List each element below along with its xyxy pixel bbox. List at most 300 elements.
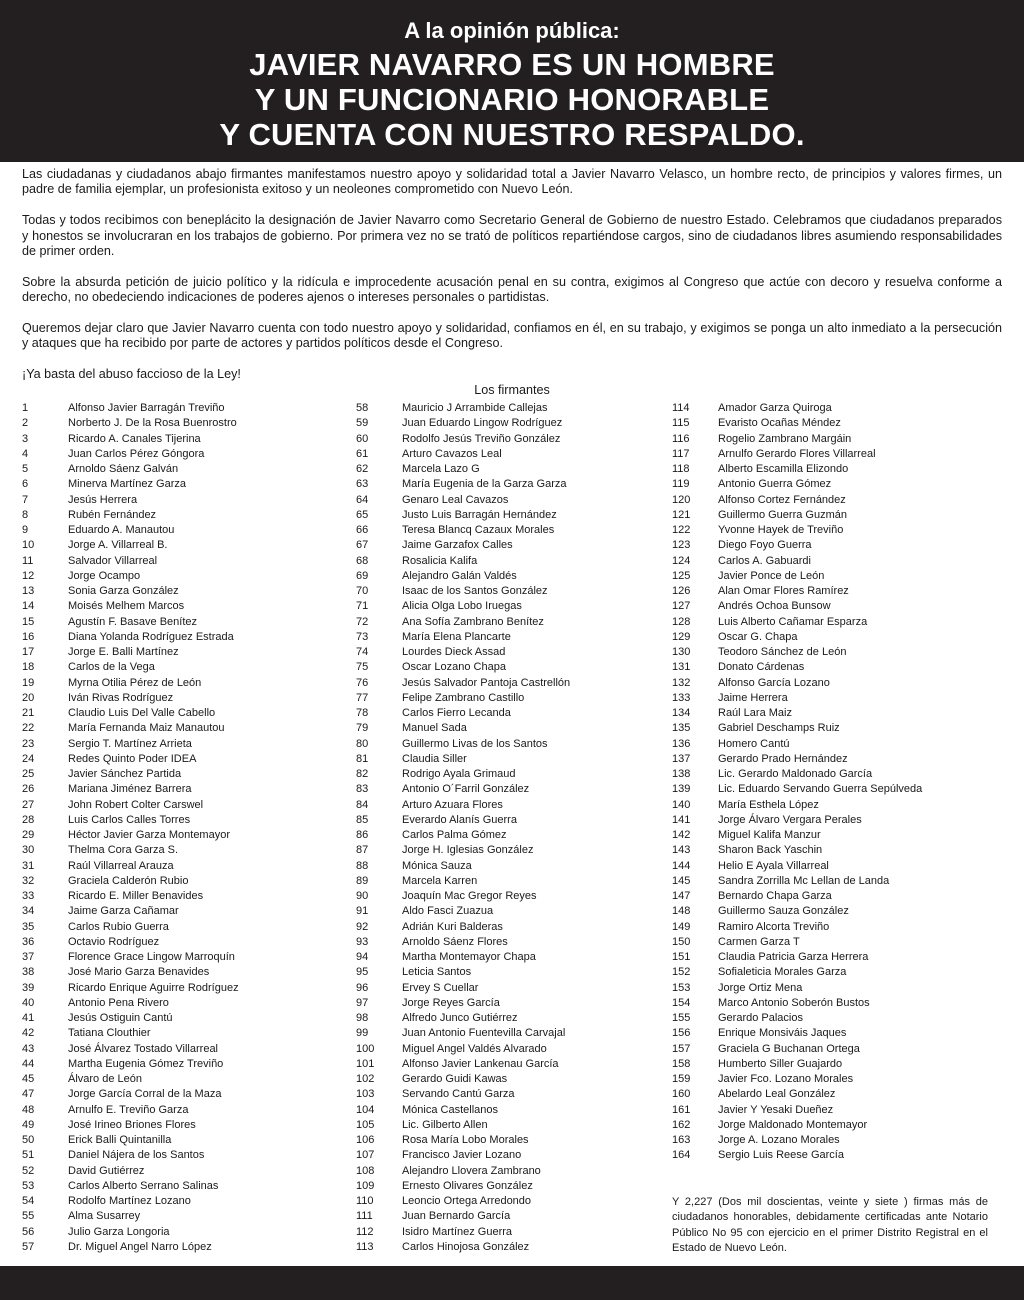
signatory-name: Martha Montemayor Chapa (402, 951, 536, 963)
signatory-name: Alfonso Javier Lankenau García (402, 1057, 559, 1070)
signatory-row (672, 706, 922, 721)
signatory-row (22, 935, 239, 950)
signatory-number: 112 (356, 1225, 374, 1238)
signatory-name: Miguel Angel Valdés Alvarado (402, 1042, 547, 1055)
signatory-number: 83 (356, 783, 369, 796)
signatory-row (672, 798, 922, 813)
signatory-name: Carlos Fierro Lecanda (402, 707, 511, 719)
signatory-name: Mauricio J Arrambide Callejas (402, 402, 548, 414)
signatory-row (22, 889, 239, 904)
signatory-name: Marcela Karren (402, 874, 478, 887)
signatory-number: 13 (22, 585, 35, 597)
signatory-name: Marco Antonio Soberón Bustos (718, 996, 870, 1009)
signatory-row (22, 813, 239, 828)
signatory-name: Donato Cárdenas (718, 661, 805, 674)
signatory-name: María Esthela López (718, 798, 819, 811)
signatory-name: Graciela G Buchanan Ortega (718, 1042, 860, 1055)
signatory-name: Norberto J. De la Rosa Buenrostro (68, 417, 237, 430)
signatory-number: 14 (22, 600, 35, 613)
signatory-row (22, 920, 239, 935)
signatory-name: Juan Bernardo García (402, 1210, 511, 1223)
signatory-number: 71 (356, 600, 369, 613)
signatory-number: 32 (22, 874, 35, 887)
signatory-row (356, 737, 570, 752)
signatory-number: 3 (22, 432, 29, 445)
signatory-name: Arturo Cavazos Leal (402, 447, 502, 460)
signatory-name: Bernardo Chapa Garza (718, 890, 832, 902)
signatory-name: Tatiana Clouthier (68, 1027, 151, 1040)
signatory-name: David Gutiérrez (68, 1164, 145, 1177)
signatory-row (356, 706, 570, 721)
signatory-name: Alberto Escamilla Elizondo (718, 463, 849, 475)
paragraph: Sobre la absurda petición de juicio político y la ridícula e improcedente acusación penal en su contra, exigimos al Congreso que actúe con decoro y resuelva conforme a derecho, no obedeciendo indicaciones de poderes ajenos o intereses personales o partidistas. (22, 274, 1002, 305)
signatory-name: Humberto Siller Guajardo (718, 1057, 843, 1070)
signatory-name: José Mario Garza Benavides (68, 966, 210, 979)
signatory-number: 47 (22, 1088, 35, 1101)
signatory-number: 26 (22, 783, 35, 796)
signatory-number: 162 (672, 1118, 691, 1131)
signatory-number: 31 (22, 859, 35, 872)
footnote: Y 2,227 (Dos mil doscientas, veinte y siete ) firmas más de ciudadanos honorables, debidamente certificadas ante Notario Público No 95 con ejercicio en el primer Distrito Registral en el Estado de Nuevo León. (672, 1196, 988, 1254)
signatory-name: Sonia Garza González (68, 585, 179, 597)
signatory-number: 23 (22, 737, 35, 750)
signatory-name: Rogelio Zambrano Margáin (718, 432, 852, 445)
signatories-title: Los firmantes (474, 383, 550, 397)
signatory-row (356, 996, 570, 1011)
signatory-number: 16 (22, 630, 35, 643)
signatory-name: Minerva Martínez Garza (68, 478, 186, 491)
signatory-name: María Elena Plancarte (402, 630, 511, 643)
signatory-number: 57 (22, 1240, 35, 1253)
signatory-row (356, 782, 570, 797)
signatory-row (672, 630, 922, 645)
signatory-name: Oscar G. Chapa (718, 630, 798, 643)
signatory-name: Carlos Rubio Guerra (68, 920, 169, 933)
signatory-number: 76 (356, 676, 369, 689)
signatory-row (22, 416, 239, 431)
signatory-number: 5 (22, 463, 29, 475)
signatory-name: Luis Alberto Cañamar Esparza (718, 615, 868, 628)
signatory-number: 110 (356, 1195, 374, 1207)
signatory-name: Alicia Olga Lobo Iruegas (402, 600, 522, 613)
signatory-row (672, 599, 922, 614)
signatory-row (356, 477, 570, 492)
signatory-number: 75 (356, 661, 369, 674)
signatory-name: Sofialeticia Morales Garza (718, 966, 847, 979)
signatory-row (22, 782, 239, 797)
signatory-number: 102 (356, 1073, 375, 1085)
signatory-number: 12 (22, 569, 35, 582)
signatory-row (22, 1118, 239, 1133)
signatory-number: 134 (672, 707, 691, 719)
signatory-number: 25 (22, 768, 35, 780)
signatory-number: 33 (22, 890, 35, 902)
signatory-name: Florence Grace Lingow Marroquín (68, 951, 235, 963)
signatory-row (22, 1103, 239, 1118)
signatory-number: 55 (22, 1210, 35, 1223)
signatory-row (22, 904, 239, 919)
signatory-number: 66 (356, 524, 369, 536)
signatory-name: Alma Susarrey (68, 1210, 141, 1223)
signatory-name: Jorge Ortiz Mena (718, 981, 803, 994)
signatory-row (356, 1148, 570, 1163)
signatory-name: Mónica Castellanos (402, 1103, 498, 1116)
signatory-number: 94 (356, 951, 369, 963)
signatory-number: 132 (672, 676, 691, 689)
signatory-name: Carlos A. Gabuardi (718, 554, 811, 567)
signatory-number: 68 (356, 554, 369, 567)
signatory-name: Guillermo Sauza González (718, 905, 849, 918)
signatory-name: Graciela Calderón Rubio (68, 874, 189, 887)
signatory-name: Lic. Gilberto Allen (402, 1118, 488, 1131)
signatory-number: 59 (356, 417, 369, 430)
headline-line: Y UN FUNCIONARIO HONORABLE (254, 82, 770, 117)
signatory-row (22, 721, 239, 736)
signatory-row (672, 1026, 922, 1041)
signatory-number: 4 (22, 447, 29, 460)
signatory-name: Isidro Martínez Guerra (402, 1225, 513, 1238)
signatory-number: 24 (22, 752, 35, 765)
signatory-name: Ervey S Cuellar (402, 981, 479, 994)
signatory-name: Eduardo A. Manautou (68, 524, 175, 536)
signatory-row (22, 1240, 239, 1255)
signatory-number: 77 (356, 691, 369, 704)
signatory-number: 130 (672, 646, 691, 658)
signatory-name: Rosalicia Kalifa (402, 554, 478, 567)
signatory-row (22, 1179, 239, 1194)
signatory-number: 124 (672, 554, 691, 567)
signatory-row (672, 477, 922, 492)
signatory-number: 1 (22, 402, 29, 414)
signatory-number: 56 (22, 1225, 35, 1238)
signatory-name: Francisco Javier Lozano (402, 1149, 522, 1162)
signatory-row (356, 981, 570, 996)
signatory-name: Andrés Ochoa Bunsow (718, 600, 831, 613)
signatory-number: 11 (22, 554, 34, 567)
signatory-name: Thelma Cora Garza S. (68, 844, 179, 857)
paragraph: Queremos dejar claro que Javier Navarro cuenta con todo nuestro apoyo y solidaridad, confiamos en él, en su trabajo, y exigimos se ponga un alto inmediato a la persecución y ataques que ha recibido por parte de actores y partidos políticos desde el Congreso. (22, 321, 1002, 351)
signatory-row (22, 1133, 239, 1148)
signatory-number: 88 (356, 859, 369, 872)
signatory-row (356, 462, 570, 477)
signatory-number: 106 (356, 1134, 375, 1146)
signatory-name: Jaime Herrera (718, 691, 788, 704)
signatory-name: Helio E Ayala Villarreal (718, 859, 829, 872)
signatory-number: 87 (356, 844, 369, 857)
signatory-number: 45 (22, 1073, 35, 1085)
signatory-number: 63 (356, 478, 369, 491)
signatory-row (356, 1072, 570, 1087)
signatory-name: Sergio T. Martínez Arrieta (68, 737, 192, 750)
signatory-number: 163 (672, 1134, 691, 1146)
signatory-number: 84 (356, 798, 369, 811)
signatory-name: Alfredo Junco Gutiérrez (402, 1012, 518, 1024)
signatory-number: 96 (356, 981, 369, 994)
signatory-row (22, 660, 239, 675)
signatory-name: Héctor Javier Garza Montemayor (68, 829, 230, 841)
signatory-row (356, 889, 570, 904)
signatory-name: Sharon Back Yaschin (718, 844, 823, 857)
signatory-number: 155 (672, 1012, 691, 1024)
signatories-column-3 (672, 401, 922, 1164)
signatory-number: 129 (672, 630, 691, 643)
signatory-number: 158 (672, 1057, 691, 1070)
signatory-name: Genaro Leal Cavazos (402, 493, 509, 506)
signatory-row (22, 1194, 239, 1209)
signatory-row (356, 401, 570, 416)
signatory-number: 104 (356, 1103, 375, 1116)
signatory-number: 30 (22, 844, 35, 857)
signatory-row (356, 1194, 570, 1209)
signatories-column-2 (356, 401, 570, 1255)
signatory-row (22, 1072, 239, 1087)
signatory-name: Lourdes Dieck Assad (402, 646, 506, 658)
signatory-name: Álvaro de León (68, 1073, 142, 1085)
signatory-name: Sandra Zorrilla Mc Lellan de Landa (718, 874, 890, 887)
signatory-number: 69 (356, 569, 369, 582)
signatory-row (356, 1164, 570, 1179)
signatory-name: Raúl Lara Maiz (718, 707, 792, 719)
signatory-number: 65 (356, 508, 369, 521)
signatory-name: Erick Balli Quintanilla (68, 1134, 172, 1146)
signatory-number: 97 (356, 996, 369, 1009)
signatory-number: 128 (672, 615, 691, 628)
signatory-row (356, 645, 570, 660)
signatory-number: 8 (22, 508, 29, 521)
signatory-number: 90 (356, 890, 369, 902)
signatories-column-1 (22, 401, 239, 1255)
signatory-row (356, 1225, 570, 1240)
signatory-number: 42 (22, 1027, 35, 1040)
signatory-row (672, 889, 922, 904)
signatory-number: 145 (672, 874, 691, 887)
signatory-name: Felipe Zambrano Castillo (402, 691, 525, 704)
signatory-name: Marcela Lazo G (402, 463, 480, 475)
signatory-row (22, 706, 239, 721)
signatory-row (672, 493, 922, 508)
signatory-row (356, 950, 570, 965)
signatory-name: Jaime Garzafox Calles (402, 539, 513, 552)
signatory-number: 164 (672, 1149, 691, 1162)
signatory-name: Teodoro Sánchez de León (718, 646, 847, 658)
signatory-number: 131 (672, 661, 691, 674)
signatory-name: Rosa María Lobo Morales (402, 1134, 529, 1146)
signatory-name: Mónica Sauza (402, 859, 472, 872)
signatory-name: Servando Cantú Garza (402, 1088, 515, 1101)
signatory-name: Martha Eugenia Gómez Treviño (68, 1057, 224, 1070)
signatory-row (22, 1164, 239, 1179)
signatory-row (22, 1026, 239, 1041)
signatory-row (356, 935, 570, 950)
paragraph: Las ciudadanas y ciudadanos abajo firmantes manifestamos nuestro apoyo y solidaridad total a Javier Navarro Velasco, un hombre recto, de principios y valores firmes, un padre de familia ejemplar, un profesionista exitoso y un neoleones comprometido con Nuevo León. (22, 167, 1002, 197)
signatory-name: Julio Garza Longoria (68, 1225, 170, 1238)
signatory-row (356, 569, 570, 584)
signatory-row (22, 630, 239, 645)
signatory-number: 80 (356, 737, 369, 750)
header-banner (0, 0, 1024, 162)
signatory-row (22, 538, 239, 553)
signatory-name: Jesús Salvador Pantoja Castrellón (402, 676, 571, 689)
signatory-row (672, 1011, 922, 1026)
signatory-number: 107 (356, 1149, 375, 1162)
signatory-number: 147 (672, 890, 691, 902)
signatory-name: Amador Garza Quiroga (718, 402, 832, 414)
signatory-name: Carmen Garza T (718, 935, 800, 948)
signatory-name: Jorge García Corral de la Maza (68, 1088, 222, 1101)
signatory-number: 157 (672, 1042, 691, 1055)
signatory-name: Ana Sofía Zambrano Benítez (402, 615, 544, 628)
signatory-row (356, 508, 570, 523)
signatory-name: Oscar Lozano Chapa (402, 661, 506, 674)
signatory-name: Arnoldo Sáenz Galván (68, 463, 179, 475)
signatory-name: Alejandro Llovera Zambrano (402, 1164, 541, 1177)
signatory-number: 85 (356, 813, 369, 826)
signatory-row (356, 584, 570, 599)
signatory-row (672, 432, 922, 447)
signatory-number: 113 (356, 1240, 374, 1253)
signatory-row (672, 721, 922, 736)
signatory-row (22, 752, 239, 767)
signatory-row (22, 996, 239, 1011)
signatory-row (672, 996, 922, 1011)
signatory-number: 119 (672, 478, 690, 491)
signatory-row (672, 782, 922, 797)
signatory-number: 109 (356, 1179, 375, 1192)
signatory-name: Jorge Reyes García (402, 996, 500, 1009)
signatory-name: Gerardo Palacios (718, 1012, 803, 1024)
signatory-row (356, 767, 570, 782)
signatory-number: 86 (356, 829, 369, 841)
signatory-row (672, 554, 922, 569)
signatory-number: 82 (356, 768, 369, 780)
signatory-row (672, 1072, 922, 1087)
signatory-number: 156 (672, 1027, 691, 1040)
signatory-number: 78 (356, 707, 369, 719)
signatory-number: 135 (672, 722, 691, 735)
signatory-row (672, 813, 922, 828)
signatory-row (22, 401, 239, 416)
signatory-row (22, 493, 239, 508)
paragraph: Todas y todos recibimos con beneplácito la designación de Javier Navarro como Secretario General de Gobierno de nuestro Estado. Celebramos que ciudadanos preparados y honestos se involucraran en los trabajos de gobierno. Por primera vez no se trató de políticos repartiéndose cargos, sino de ciudadanos libres asumiendo responsabilidades de primer orden. (22, 213, 1002, 259)
signatory-number: 151 (672, 951, 691, 963)
signatory-row (356, 447, 570, 462)
signatory-number: 117 (672, 447, 690, 460)
signatory-row (22, 1225, 239, 1240)
signatory-number: 126 (672, 585, 691, 597)
signatory-row (356, 1026, 570, 1041)
signatory-number: 123 (672, 539, 691, 552)
signatory-name: Carlos de la Vega (68, 661, 155, 674)
signatory-row (22, 859, 239, 874)
signatory-number: 9 (22, 524, 29, 536)
signatory-number: 152 (672, 966, 691, 979)
signatory-row (356, 493, 570, 508)
signatory-name: Jorge Ocampo (68, 569, 141, 582)
signatory-name: Gabriel Deschamps Ruiz (718, 722, 840, 735)
signatory-row (672, 584, 922, 599)
signatory-name: Javier Sánchez Partida (68, 768, 182, 780)
signatory-row (672, 752, 922, 767)
signatory-row (356, 676, 570, 691)
signatory-number: 91 (356, 905, 369, 918)
signatory-row (356, 904, 570, 919)
headline-line: Y CUENTA CON NUESTRO RESPALDO. (219, 117, 805, 152)
signatory-number: 67 (356, 539, 369, 552)
signatory-row (22, 691, 239, 706)
signatory-number: 29 (22, 829, 35, 841)
signatory-name: Yvonne Hayek de Treviño (718, 524, 844, 536)
signatory-name: Dr. Miguel Angel Narro López (68, 1240, 212, 1253)
signatory-name: Antonio Guerra Gómez (718, 478, 832, 491)
signatory-name: Diego Foyo Guerra (718, 539, 812, 552)
signatory-number: 141 (672, 813, 691, 826)
signatory-name: Miguel Kalifa Manzur (718, 829, 821, 841)
signatory-row (356, 1240, 570, 1255)
signatory-name: Gerardo Guidi Kawas (402, 1073, 508, 1085)
signatory-row (22, 1057, 239, 1072)
signatory-row (356, 1042, 570, 1057)
signatory-row (672, 569, 922, 584)
signatory-name: Leticia Santos (402, 966, 472, 979)
signatory-row (22, 1209, 239, 1224)
headline-line: JAVIER NAVARRO ES UN HOMBRE (249, 47, 775, 82)
signatory-number: 122 (672, 524, 691, 536)
signatory-name: Gerardo Prado Hernández (718, 752, 848, 765)
signatory-number: 64 (356, 493, 369, 506)
signatory-name: Salvador Villarreal (68, 554, 158, 567)
signatory-name: Antonio O´Farril González (402, 783, 530, 796)
signatory-number: 48 (22, 1103, 35, 1116)
headline (0, 47, 1024, 152)
signatory-name: Lic. Eduardo Servando Guerra Sepúlveda (718, 783, 923, 796)
signatory-row (672, 904, 922, 919)
signatory-number: 116 (672, 432, 690, 445)
signatory-number: 115 (672, 417, 690, 430)
signatory-number: 50 (22, 1134, 35, 1146)
signatory-number: 36 (22, 935, 35, 948)
signatory-row (22, 477, 239, 492)
signatory-name: Juan Antonio Fuentevilla Carvajal (402, 1027, 566, 1040)
signatory-name: Rodolfo Martínez Lozano (68, 1195, 191, 1207)
signatory-number: 81 (356, 752, 369, 765)
signatory-name: Arnoldo Sáenz Flores (402, 935, 508, 948)
signatory-number: 27 (22, 798, 35, 811)
signatory-row (356, 630, 570, 645)
signatory-row (672, 523, 922, 538)
signatory-name: Teresa Blancq Cazaux Morales (402, 524, 555, 536)
signatory-number: 137 (672, 752, 691, 765)
kicker-text: A la opinión pública: (404, 18, 620, 43)
signatory-row (356, 813, 570, 828)
signatory-row (672, 1042, 922, 1057)
signatory-number: 144 (672, 859, 691, 872)
signatory-row (22, 554, 239, 569)
signatory-name: Diana Yolanda Rodríguez Estrada (68, 630, 234, 643)
signatory-row (22, 950, 239, 965)
signatory-number: 95 (356, 966, 369, 979)
signatory-name: Redes Quinto Poder IDEA (68, 752, 197, 765)
signatory-number: 159 (672, 1073, 691, 1085)
signatory-name: Octavio Rodríguez (68, 935, 160, 948)
signatory-row (672, 538, 922, 553)
signatory-row (356, 538, 570, 553)
signatory-row (672, 508, 922, 523)
signatory-number: 73 (356, 630, 369, 643)
signatory-row (356, 965, 570, 980)
signatory-name: Jorge H. Iglesias González (402, 844, 534, 857)
signatory-number: 133 (672, 691, 691, 704)
signatory-number: 150 (672, 935, 691, 948)
